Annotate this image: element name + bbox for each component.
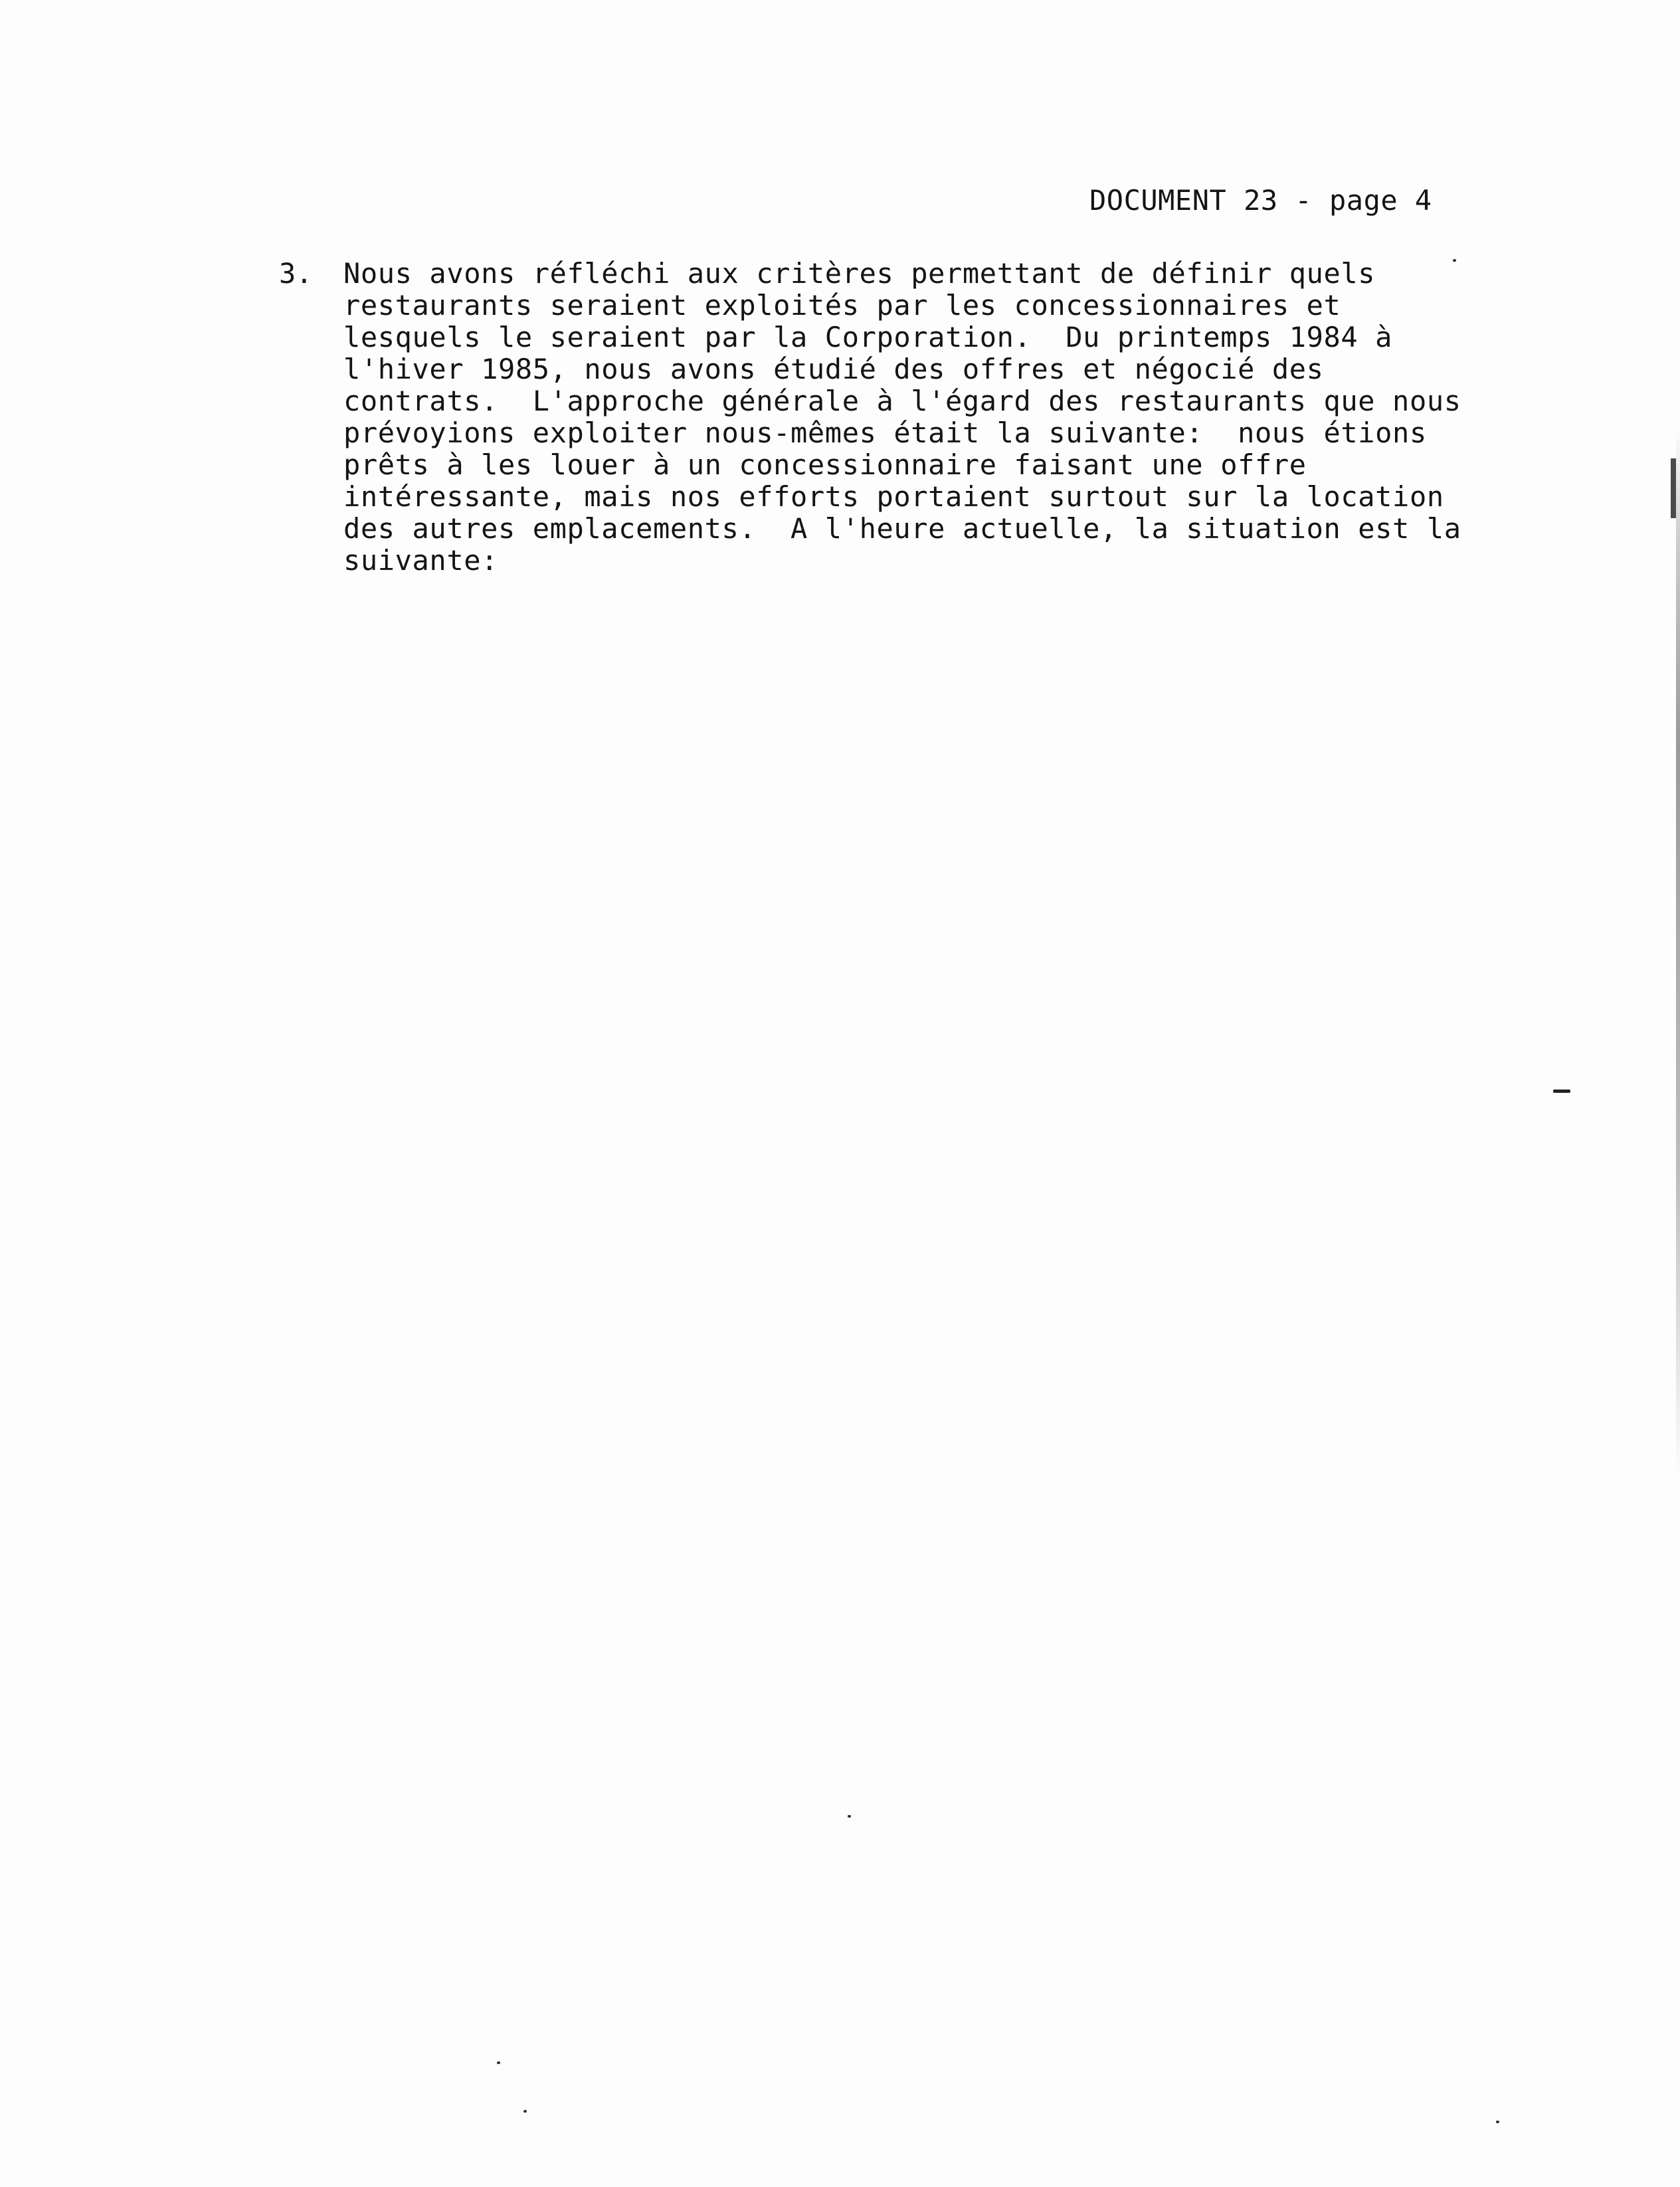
- scan-speck: [1453, 259, 1456, 262]
- paragraph-line: intéressante, mais nos efforts portaient surtout sur la location: [343, 480, 1444, 513]
- body-paragraph: [343, 258, 1486, 577]
- scan-speck: [497, 2061, 500, 2064]
- scan-speck: [848, 1815, 851, 1818]
- paragraph-line: prévoyions exploiter nous-mêmes était la suivante: nous étions: [343, 417, 1427, 449]
- scan-dash-mark: [1553, 1090, 1570, 1093]
- paragraph-line: restaurants seraient exploités par les concessionnaires et: [343, 289, 1341, 322]
- page-header: DOCUMENT 23 - page 4: [1089, 184, 1432, 217]
- paragraph-line: lesquels le seraient par la Corporation. Du printemps 1984 à: [343, 321, 1393, 353]
- scan-edge-shadow: [1676, 425, 1680, 1488]
- paragraph-line: suivante:: [343, 544, 498, 577]
- scan-speck: [523, 2110, 527, 2113]
- scan-edge-mark: [1671, 458, 1676, 518]
- paragraph-line: l'hiver 1985, nous avons étudié des offres et négocié des: [343, 353, 1324, 385]
- scan-speck: [1496, 2121, 1499, 2123]
- paragraph-line: prêts à les louer à un concessionnaire faisant une offre: [343, 448, 1307, 481]
- paragraph-line: des autres emplacements. A l'heure actuelle, la situation est la: [343, 512, 1461, 545]
- paragraph-line: contrats. L'approche générale à l'égard des restaurants que nous: [343, 385, 1461, 417]
- item-number: 3.: [279, 257, 313, 290]
- paragraph-line: Nous avons réfléchi aux critères permettant de définir quels: [343, 257, 1376, 290]
